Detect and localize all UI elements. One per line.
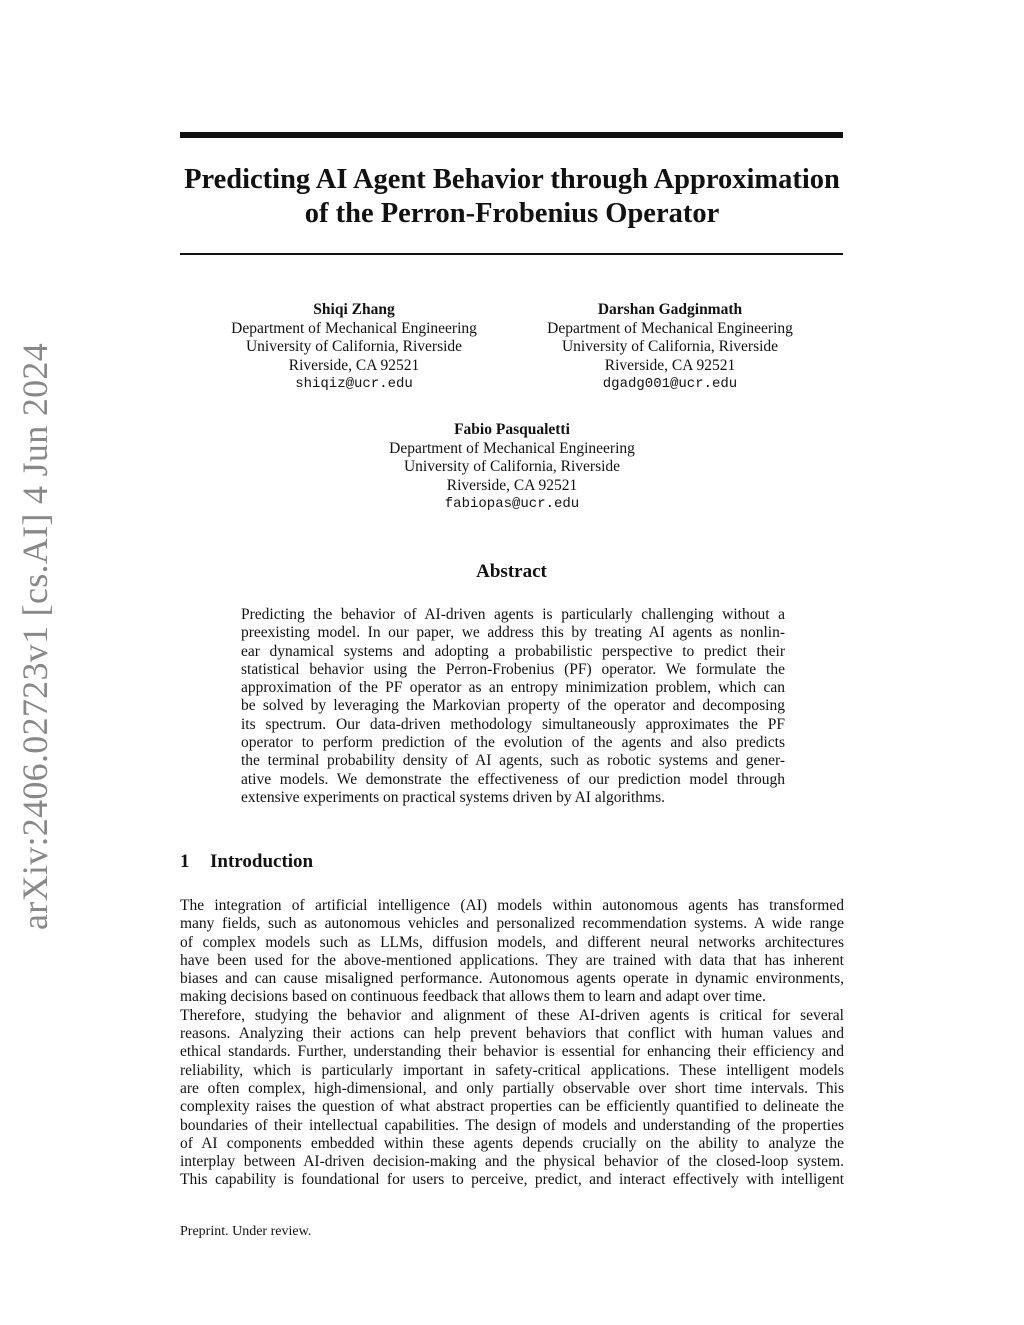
author-univ: University of California, Riverside	[403, 458, 621, 475]
author-univ: University of California, Riverside	[561, 338, 779, 355]
paper-title	[150, 163, 874, 231]
author-email[interactable]: shiqiz@ucr.edu	[295, 376, 413, 392]
intro-line: The integration of artificial intelligence (AI) models within autonomous agents has transformed	[180, 897, 844, 914]
author-name: Fabio Pasqualetti	[454, 421, 570, 438]
intro-line: This capability is foundational for users to perceive, predict, and interact effectively with intelligent	[180, 1171, 844, 1189]
author-block	[352, 421, 672, 514]
intro-line: reliability, which is particularly important in safety-critical applications. These intelligent models	[180, 1061, 844, 1079]
author-dept: Department of Mechanical Engineering	[231, 319, 477, 337]
abstract-line: ear dynamical systems and adopting a probabilistic perspective to predict their	[241, 642, 785, 660]
abstract-line: statistical behavior using the Perron-Frobenius (PF) operator. We formulate the	[241, 660, 785, 678]
intro-line: of complex models such as LLMs, diffusion models, and different neural networks architectures	[180, 933, 844, 951]
author-block	[194, 301, 514, 394]
abstract-line: operator to perform prediction of the evolution of the agents and also predicts	[241, 734, 785, 752]
section-title: Introduction	[210, 851, 314, 872]
intro-line: interplay between AI-driven decision-making and the physical behavior of the closed-loop system.	[180, 1153, 844, 1171]
title-top-rule	[180, 132, 843, 138]
abstract-line: Predicting the behavior of AI-driven agents is particularly challenging without a	[241, 606, 785, 623]
intro-line: making decisions based on continuous feedback that allows them to learn and adapt over time.	[180, 988, 766, 1006]
intro-line: boundaries of their intellectual capabilities. The design of models and understanding of the properties	[180, 1116, 844, 1134]
abstract-line: preexisting model. In our paper, we address this by treating AI agents as nonlin-	[241, 624, 785, 642]
author-block	[510, 301, 830, 394]
intro-line: complexity raises the question of what abstract properties can be efficiently quantified to delineate the	[180, 1098, 844, 1116]
abstract-line: its spectrum. Our data-driven methodology simultaneously approximates the PF	[241, 715, 785, 733]
abstract-body	[241, 606, 785, 807]
title-line-1: Predicting AI Agent Behavior through Approximation	[184, 164, 840, 195]
section-number: 1	[180, 851, 190, 872]
title-bottom-rule	[180, 253, 843, 255]
intro-line: are often complex, high-dimensional, and only partially observable over short time intervals. This	[180, 1079, 844, 1097]
intro-paragraph	[180, 897, 844, 1190]
intro-line: many fields, such as autonomous vehicles and personalized recommendation systems. A wide range	[180, 915, 844, 933]
abstract-line: be solved by leveraging the Markovian property of the operator and decomposing	[241, 697, 785, 715]
intro-line: biases and can cause misaligned performance. Autonomous agents operate in dynamic environments,	[180, 970, 844, 988]
intro-line: reasons. Analyzing their actions can help prevent behaviors that conflict with human values and	[180, 1025, 844, 1043]
section-heading	[180, 851, 313, 873]
title-line-2: of the Perron-Frobenius Operator	[304, 198, 720, 229]
abstract-line: the terminal probability density of AI agents, such as robotic systems and gener-	[241, 752, 785, 770]
author-email[interactable]: fabiopas@ucr.edu	[444, 496, 580, 512]
footer-note: Preprint. Under review.	[180, 1224, 312, 1239]
abstract-heading: Abstract	[476, 561, 547, 582]
author-city: Riverside, CA 92521	[288, 356, 420, 374]
abstract-line: ative models. We demonstrate the effectiveness of our prediction model through	[241, 770, 785, 788]
author-univ: University of California, Riverside	[245, 338, 463, 355]
abstract-line: approximation of the PF operator as an entropy minimization problem, which can	[241, 679, 785, 697]
author-city: Riverside, CA 92521	[446, 476, 578, 494]
arxiv-stamp: arXiv:2406.02723v1 [cs.AI] 4 Jun 2024	[15, 342, 55, 930]
author-city: Riverside, CA 92521	[604, 356, 736, 374]
intro-line: Therefore, studying the behavior and alignment of these AI-driven agents is critical for several	[180, 1006, 844, 1024]
author-dept: Department of Mechanical Engineering	[389, 439, 635, 457]
abstract-line: extensive experiments on practical systems driven by AI algorithms.	[241, 788, 665, 806]
author-name: Darshan Gadginmath	[597, 301, 743, 318]
intro-line: ethical standards. Further, understanding their behavior is essential for enhancing their efficiency and	[180, 1043, 844, 1061]
author-dept: Department of Mechanical Engineering	[547, 319, 793, 337]
intro-line: have been used for the above-mentioned applications. They are trained with data that has inherent	[180, 951, 844, 969]
author-name: Shiqi Zhang	[313, 301, 395, 318]
author-email[interactable]: dgadg001@ucr.edu	[602, 376, 738, 392]
intro-line: of AI components embedded within these agents depends crucially on the ability to analyze the	[180, 1134, 844, 1152]
